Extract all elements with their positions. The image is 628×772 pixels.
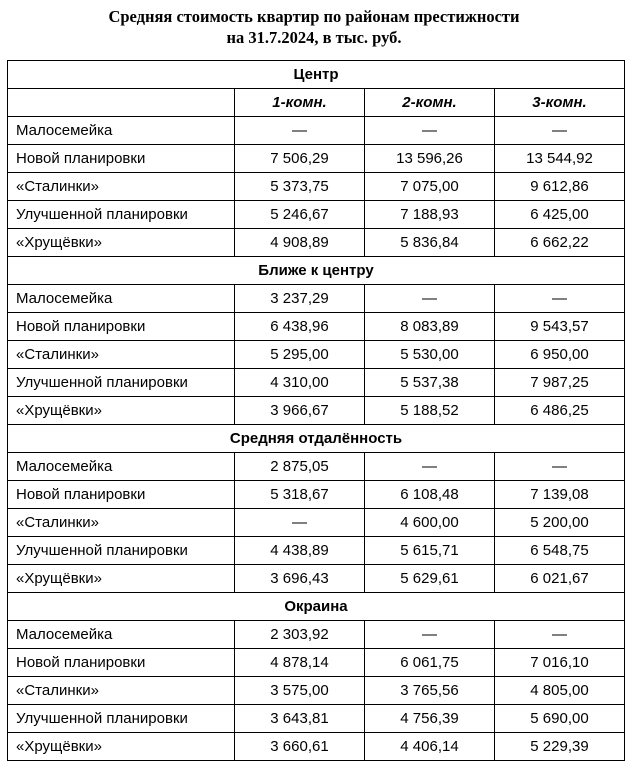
- section-title: Центр: [8, 61, 625, 89]
- table-row: [8, 341, 625, 369]
- table-row: [8, 705, 625, 733]
- price-cell: 6 021,67: [495, 565, 625, 593]
- price-cell: 4 600,00: [365, 509, 495, 537]
- price-cell: 3 575,00: [235, 677, 365, 705]
- price-cell: —: [235, 117, 365, 145]
- price-cell: —: [365, 117, 495, 145]
- price-cell: 4 805,00: [495, 677, 625, 705]
- section-title: Ближе к центру: [8, 257, 625, 285]
- price-cell: 4 310,00: [235, 369, 365, 397]
- row-label: Новой планировки: [8, 313, 235, 341]
- price-cell: —: [495, 285, 625, 313]
- column-header: 2-комн.: [365, 89, 495, 117]
- title-line-1: Средняя стоимость квартир по районам престижности: [108, 7, 520, 26]
- title-line-2: на 31.7.2024, в тыс. руб.: [226, 28, 402, 47]
- price-cell: 5 530,00: [365, 341, 495, 369]
- column-header-row: [8, 89, 625, 117]
- price-cell: 4 878,14: [235, 649, 365, 677]
- price-cell: 5 200,00: [495, 509, 625, 537]
- price-cell: —: [495, 117, 625, 145]
- row-label: Новой планировки: [8, 481, 235, 509]
- table-row: [8, 733, 625, 761]
- row-label: «Сталинки»: [8, 677, 235, 705]
- price-cell: —: [365, 453, 495, 481]
- row-label: Новой планировки: [8, 649, 235, 677]
- price-cell: 7 506,29: [235, 145, 365, 173]
- price-cell: 5 318,67: [235, 481, 365, 509]
- row-label: «Хрущёвки»: [8, 565, 235, 593]
- price-cell: 5 246,67: [235, 201, 365, 229]
- price-cell: —: [365, 285, 495, 313]
- price-cell: 3 696,43: [235, 565, 365, 593]
- price-cell: 5 629,61: [365, 565, 495, 593]
- price-cell: 3 237,29: [235, 285, 365, 313]
- price-cell: 6 425,00: [495, 201, 625, 229]
- column-header: 3-комн.: [495, 89, 625, 117]
- row-label: «Хрущёвки»: [8, 229, 235, 257]
- column-header-empty: [8, 89, 235, 117]
- price-table-body: [8, 61, 625, 761]
- price-cell: 13 596,26: [365, 145, 495, 173]
- price-cell: —: [235, 509, 365, 537]
- price-cell: 4 908,89: [235, 229, 365, 257]
- table-row: [8, 621, 625, 649]
- section-title: Окраина: [8, 593, 625, 621]
- price-cell: 3 643,81: [235, 705, 365, 733]
- section-header-row: [8, 425, 625, 453]
- price-cell: 4 406,14: [365, 733, 495, 761]
- price-cell: 7 075,00: [365, 173, 495, 201]
- price-cell: 2 303,92: [235, 621, 365, 649]
- row-label: Улучшенной планировки: [8, 201, 235, 229]
- price-cell: 6 438,96: [235, 313, 365, 341]
- section-header-row: [8, 593, 625, 621]
- row-label: Улучшенной планировки: [8, 369, 235, 397]
- row-label: «Сталинки»: [8, 341, 235, 369]
- table-row: [8, 145, 625, 173]
- price-cell: 3 966,67: [235, 397, 365, 425]
- price-cell: —: [495, 621, 625, 649]
- table-row: [8, 677, 625, 705]
- price-cell: —: [365, 621, 495, 649]
- price-cell: 7 987,25: [495, 369, 625, 397]
- price-cell: 9 543,57: [495, 313, 625, 341]
- row-label: «Хрущёвки»: [8, 397, 235, 425]
- table-row: [8, 313, 625, 341]
- price-cell: 5 188,52: [365, 397, 495, 425]
- row-label: «Сталинки»: [8, 509, 235, 537]
- row-label: Малосемейка: [8, 453, 235, 481]
- table-row: [8, 229, 625, 257]
- table-row: [8, 201, 625, 229]
- table-row: [8, 117, 625, 145]
- column-header: 1-комн.: [235, 89, 365, 117]
- table-row: [8, 509, 625, 537]
- price-cell: 5 373,75: [235, 173, 365, 201]
- price-cell: 6 548,75: [495, 537, 625, 565]
- row-label: Малосемейка: [8, 621, 235, 649]
- price-cell: 5 690,00: [495, 705, 625, 733]
- price-cell: —: [495, 453, 625, 481]
- table-row: [8, 285, 625, 313]
- price-cell: 6 486,25: [495, 397, 625, 425]
- price-cell: 5 615,71: [365, 537, 495, 565]
- section-header-row: [8, 257, 625, 285]
- table-row: [8, 453, 625, 481]
- price-cell: 6 950,00: [495, 341, 625, 369]
- table-row: [8, 537, 625, 565]
- row-label: Улучшенной планировки: [8, 705, 235, 733]
- price-cell: 3 660,61: [235, 733, 365, 761]
- price-cell: 5 537,38: [365, 369, 495, 397]
- price-cell: 6 061,75: [365, 649, 495, 677]
- table-row: [8, 397, 625, 425]
- section-header-row: [8, 61, 625, 89]
- price-cell: 7 139,08: [495, 481, 625, 509]
- price-cell: 6 662,22: [495, 229, 625, 257]
- row-label: «Хрущёвки»: [8, 733, 235, 761]
- price-cell: 13 544,92: [495, 145, 625, 173]
- price-cell: 6 108,48: [365, 481, 495, 509]
- table-row: [8, 481, 625, 509]
- row-label: «Сталинки»: [8, 173, 235, 201]
- price-cell: 8 083,89: [365, 313, 495, 341]
- price-cell: 3 765,56: [365, 677, 495, 705]
- table-row: [8, 565, 625, 593]
- price-cell: 5 836,84: [365, 229, 495, 257]
- price-cell: 2 875,05: [235, 453, 365, 481]
- section-title: Средняя отдалённость: [8, 425, 625, 453]
- table-row: [8, 649, 625, 677]
- price-cell: 5 295,00: [235, 341, 365, 369]
- row-label: Новой планировки: [8, 145, 235, 173]
- row-label: Малосемейка: [8, 285, 235, 313]
- price-cell: 4 438,89: [235, 537, 365, 565]
- price-cell: 7 188,93: [365, 201, 495, 229]
- price-table: [7, 60, 625, 761]
- row-label: Улучшенной планировки: [8, 537, 235, 565]
- price-cell: 9 612,86: [495, 173, 625, 201]
- table-row: [8, 173, 625, 201]
- price-cell: 4 756,39: [365, 705, 495, 733]
- row-label: Малосемейка: [8, 117, 235, 145]
- table-row: [8, 369, 625, 397]
- price-cell: 7 016,10: [495, 649, 625, 677]
- price-cell: 5 229,39: [495, 733, 625, 761]
- document-title: [0, 0, 628, 56]
